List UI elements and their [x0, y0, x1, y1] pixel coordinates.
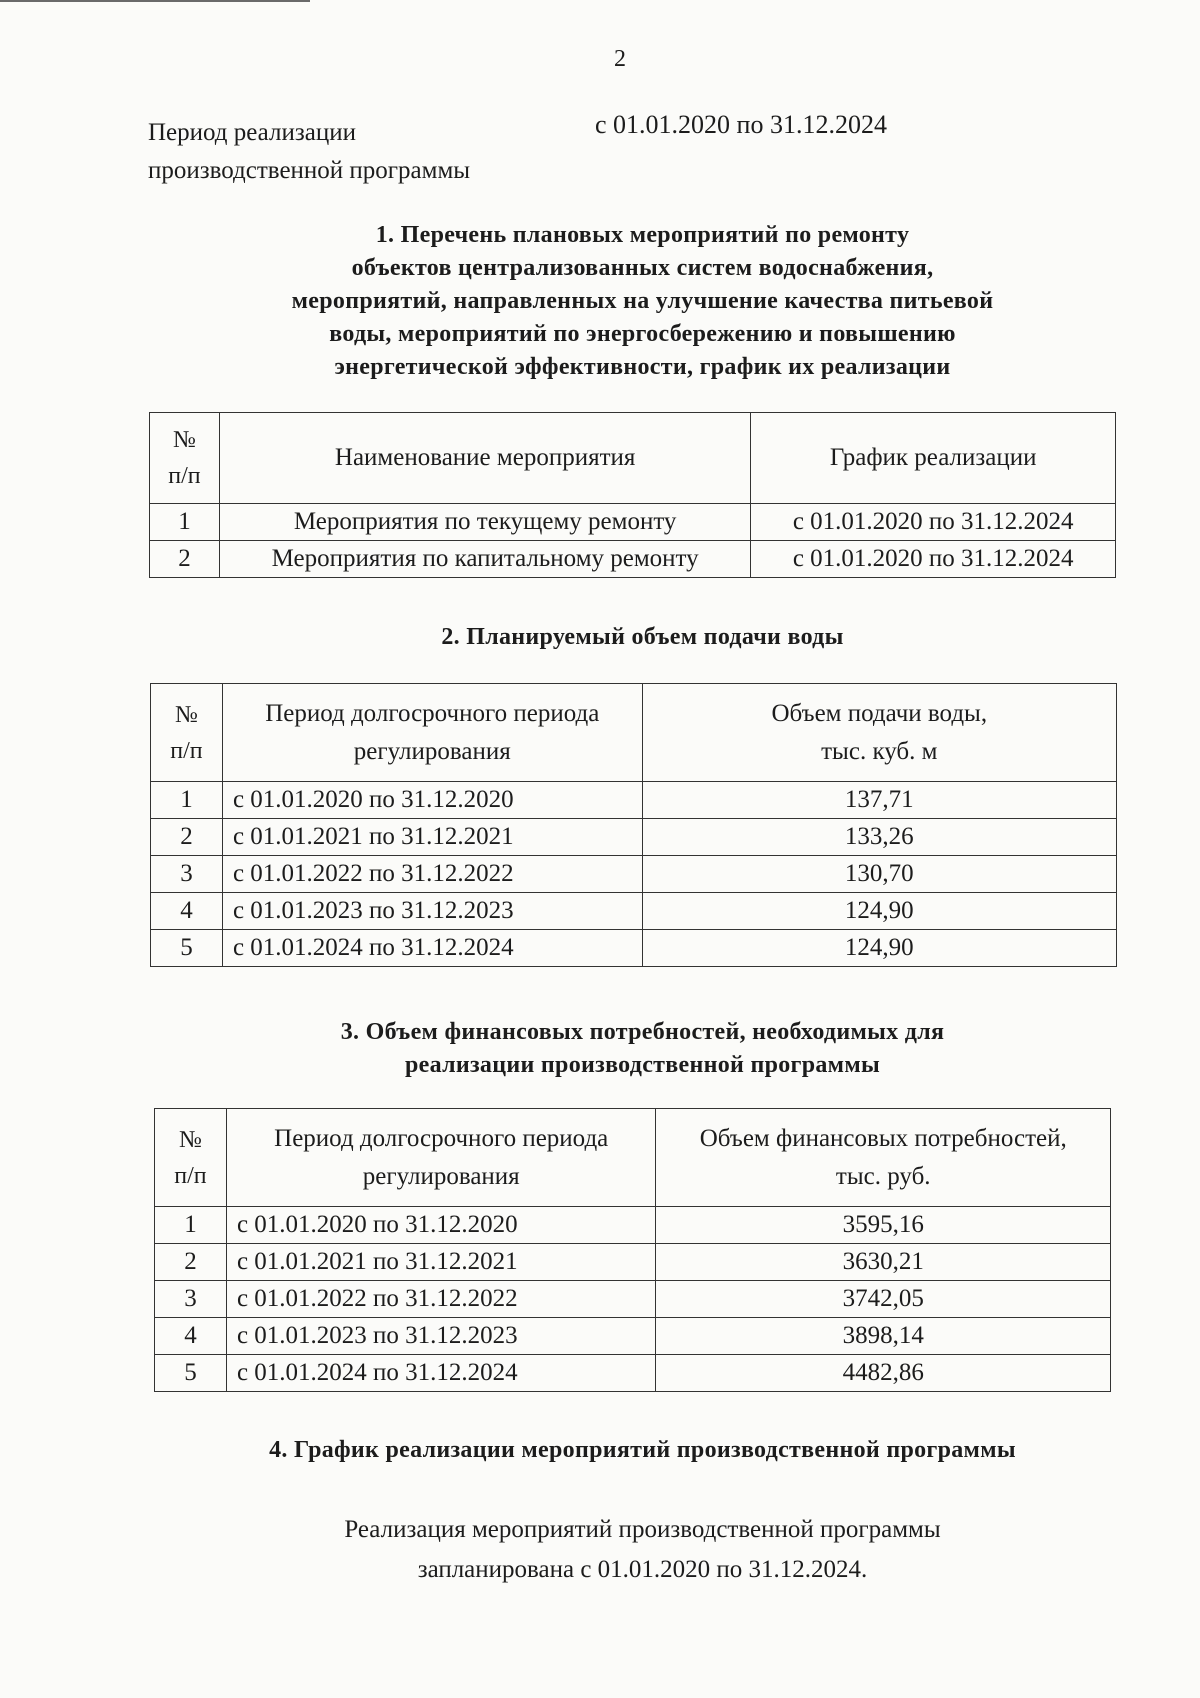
- period-cell: с 01.01.2021 по 31.12.2021: [226, 1244, 656, 1281]
- section3-title: [150, 1016, 1135, 1082]
- table-row: [151, 782, 1117, 819]
- col-header-period: [222, 684, 642, 782]
- volume-cell: 137,71: [642, 782, 1116, 819]
- period-header-line2: регулирования: [353, 737, 511, 765]
- period-cell: с 01.01.2022 по 31.12.2022: [222, 856, 642, 893]
- col-header-schedule: График реализации: [751, 413, 1116, 504]
- section3-title-line: реализации производственной программы: [404, 1052, 881, 1078]
- financial-cell: 3742,05: [656, 1281, 1111, 1318]
- num-symbol: №: [175, 701, 198, 728]
- activity-schedule: с 01.01.2020 по 31.12.2024: [751, 541, 1116, 578]
- volume-cell: 133,26: [642, 819, 1116, 856]
- period-label: [148, 114, 548, 190]
- activity-name: Мероприятия по текущему ремонту: [219, 504, 750, 541]
- table-row: [151, 893, 1117, 930]
- row-number: 2: [155, 1244, 227, 1281]
- period-cell: с 01.01.2023 по 31.12.2023: [226, 1318, 656, 1355]
- table-header-row: [155, 1109, 1111, 1207]
- implementation-note-line2: запланирована с 01.01.2020 по 31.12.2024.: [417, 1556, 868, 1583]
- section1-title-line: объектов централизованных систем водоснабжения,: [351, 255, 934, 281]
- volume-header-line1: Объем подачи воды,: [771, 699, 988, 727]
- section1-title: [150, 219, 1135, 384]
- row-number: 2: [150, 541, 220, 578]
- section1-title-line: 1. Перечень плановых мероприятий по ремонту: [375, 222, 910, 248]
- financial-header-line1: Объем финансовых потребностей,: [699, 1124, 1067, 1152]
- num-symbol: №: [173, 427, 196, 453]
- row-number: 2: [151, 819, 223, 856]
- section1-title-line: энергетической эффективности, график их реализации: [334, 354, 951, 380]
- financial-cell: 3595,16: [656, 1207, 1111, 1244]
- row-number: 1: [155, 1207, 227, 1244]
- period-cell: с 01.01.2023 по 31.12.2023: [222, 893, 642, 930]
- water-supply-table: [150, 683, 1117, 967]
- col-header-financial: [656, 1109, 1111, 1207]
- section2-title: 2. Планируемый объем подачи воды: [441, 624, 844, 650]
- period-header-line1: Период долгосрочного периода: [265, 699, 600, 727]
- volume-cell: 124,90: [642, 893, 1116, 930]
- period-header-line1: Период долгосрочного периода: [274, 1124, 609, 1152]
- section3-title-line: 3. Объем финансовых потребностей, необходимых для: [340, 1019, 945, 1045]
- activity-schedule: с 01.01.2020 по 31.12.2024: [751, 504, 1116, 541]
- table-row: [150, 541, 1116, 578]
- table-row: [155, 1244, 1111, 1281]
- row-number: 4: [151, 893, 223, 930]
- col-header-number: [155, 1109, 227, 1207]
- financial-header-line2: тыс. руб.: [835, 1162, 931, 1190]
- col-header-name: Наименование мероприятия: [219, 413, 750, 504]
- activity-name: Мероприятия по капитальному ремонту: [219, 541, 750, 578]
- volume-header-line2: тыс. куб. м: [821, 737, 938, 765]
- num-symbol: №: [179, 1126, 202, 1153]
- financial-needs-table: [154, 1108, 1111, 1392]
- implementation-note: [150, 1510, 1135, 1590]
- col-header-volume: [642, 684, 1116, 782]
- period-label-line1: Период реализации: [148, 119, 356, 146]
- section1-title-line: воды, мероприятий по энергосбережению и повышению: [329, 321, 956, 347]
- repair-activities-table: [149, 412, 1116, 578]
- col-header-number: [150, 413, 220, 504]
- row-number: 5: [151, 930, 223, 967]
- row-number: 1: [150, 504, 220, 541]
- period-cell: с 01.01.2021 по 31.12.2021: [222, 819, 642, 856]
- period-cell: с 01.01.2022 по 31.12.2022: [226, 1281, 656, 1318]
- num-abbr: п/п: [174, 1162, 207, 1189]
- table-row: [155, 1207, 1111, 1244]
- table-header-row: [151, 684, 1117, 782]
- table-row: [151, 930, 1117, 967]
- implementation-note-line1: Реализация мероприятий производственной программы: [344, 1516, 941, 1543]
- section1-title-line: мероприятий, направленных на улучшение качества питьевой: [291, 288, 994, 314]
- page-number: 2: [614, 46, 626, 72]
- financial-cell: 3898,14: [656, 1318, 1111, 1355]
- table-header-row: [150, 413, 1116, 504]
- table-row: [150, 504, 1116, 541]
- top-rule: [0, 0, 310, 2]
- num-abbr: п/п: [168, 463, 201, 489]
- table-row: [155, 1281, 1111, 1318]
- period-header-line2: регулирования: [362, 1162, 520, 1190]
- row-number: 3: [151, 856, 223, 893]
- row-number: 1: [151, 782, 223, 819]
- num-abbr: п/п: [170, 737, 203, 764]
- period-label-line2: производственной программы: [148, 157, 471, 184]
- period-cell: с 01.01.2020 по 31.12.2020: [222, 782, 642, 819]
- col-header-number: [151, 684, 223, 782]
- period-cell: с 01.01.2024 по 31.12.2024: [222, 930, 642, 967]
- period-cell: с 01.01.2020 по 31.12.2020: [226, 1207, 656, 1244]
- col-header-period: [226, 1109, 656, 1207]
- table-row: [151, 819, 1117, 856]
- period-value: с 01.01.2020 по 31.12.2024: [595, 110, 887, 139]
- financial-cell: 4482,86: [656, 1355, 1111, 1392]
- row-number: 4: [155, 1318, 227, 1355]
- volume-cell: 130,70: [642, 856, 1116, 893]
- table-row: [151, 856, 1117, 893]
- financial-cell: 3630,21: [656, 1244, 1111, 1281]
- row-number: 3: [155, 1281, 227, 1318]
- section4-title: 4. График реализации мероприятий производственной программы: [269, 1437, 1016, 1463]
- row-number: 5: [155, 1355, 227, 1392]
- period-cell: с 01.01.2024 по 31.12.2024: [226, 1355, 656, 1392]
- table-row: [155, 1355, 1111, 1392]
- volume-cell: 124,90: [642, 930, 1116, 967]
- table-row: [155, 1318, 1111, 1355]
